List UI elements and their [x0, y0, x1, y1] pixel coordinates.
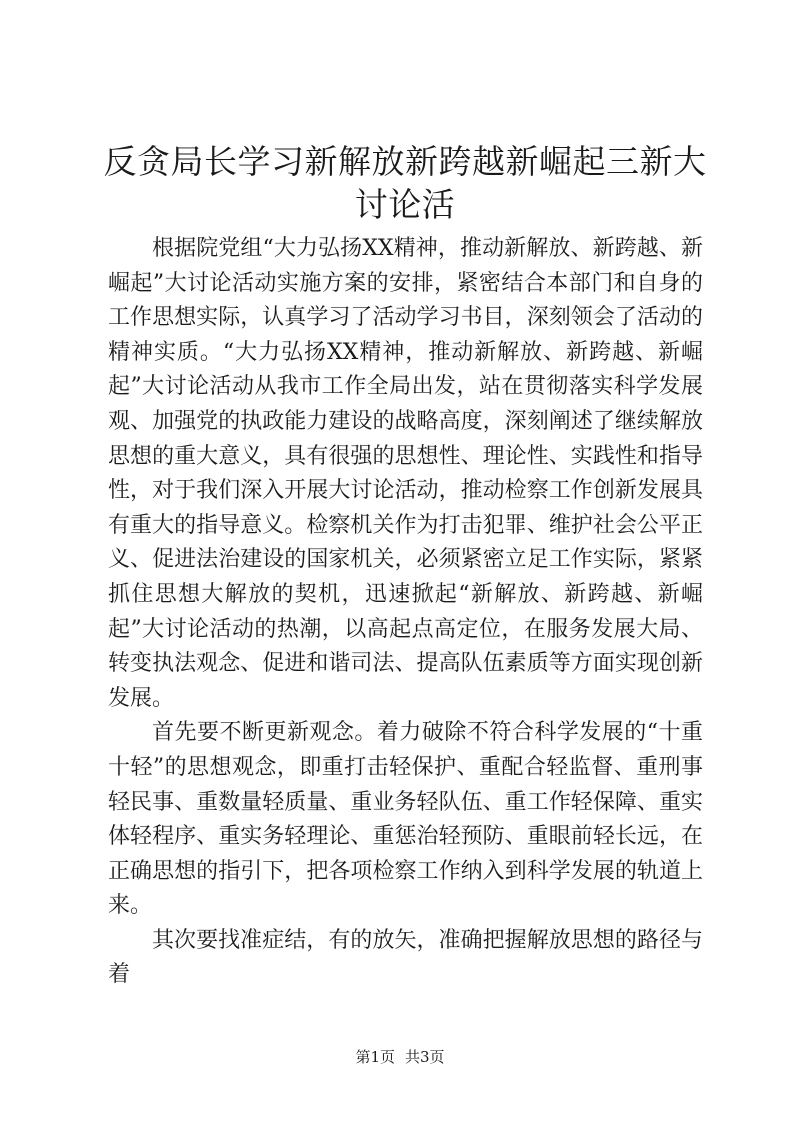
page-total: 共3页 — [405, 1048, 445, 1066]
page-footer — [0, 1047, 800, 1067]
document-title: 反贪局长学习新解放新跨越新崛起三新大讨论活 — [103, 142, 707, 224]
paragraph-2: 首先要不断更新观念。着力破除不符合科学发展的“十重十轻”的思想观念，即重打击轻保护、重配合轻监督、重刑事轻民事、重数量轻质量、重业务轻队伍、重工作轻保障、重实体轻程序、重实务轻理论、重惩治轻预防、重眼前轻长远，在正确思想的指引下，把各项检察工作纳入到科学发展的轨道上来。 — [108, 720, 703, 919]
document-body — [108, 232, 703, 993]
page-number: 第1页 — [355, 1048, 395, 1066]
paragraph-3: 其次要找准症结，有的放矢，准确把握解放思想的路径与着 — [108, 927, 703, 988]
paragraph-1: 根据院党组“大力弘扬XX精神，推动新解放、新跨越、新崛起”大讨论活动实施方案的安排，紧密结合本部门和自身的工作思想实际，认真学习了活动学习书目，深刻领会了活动的精神实质。“大力弘扬XX精神，推动新解放、新跨越、新崛起”大讨论活动从我市工作全局出发，站在贯彻落实科学发展观、加强党的执政能力建设的战略高度，深刻阐述了继续解放思想的重大意义，具有很强的思想性、理论性、实践性和指导性，对于我们深入开展大讨论活动，推动检察工作创新发展具有重大的指导意义。检察机关作为打击犯罪、维护社会公平正义、促进法治建设的国家机关，必须紧密立足工作实际，紧紧抓住思想大解放的契机，迅速掀起“新解放、新跨越、新崛起”大讨论活动的热潮，以高起点高定位，在服务发展大局、转变执法观念、促进和谐司法、提高队伍素质等方面实现创新发展。 — [108, 236, 703, 711]
